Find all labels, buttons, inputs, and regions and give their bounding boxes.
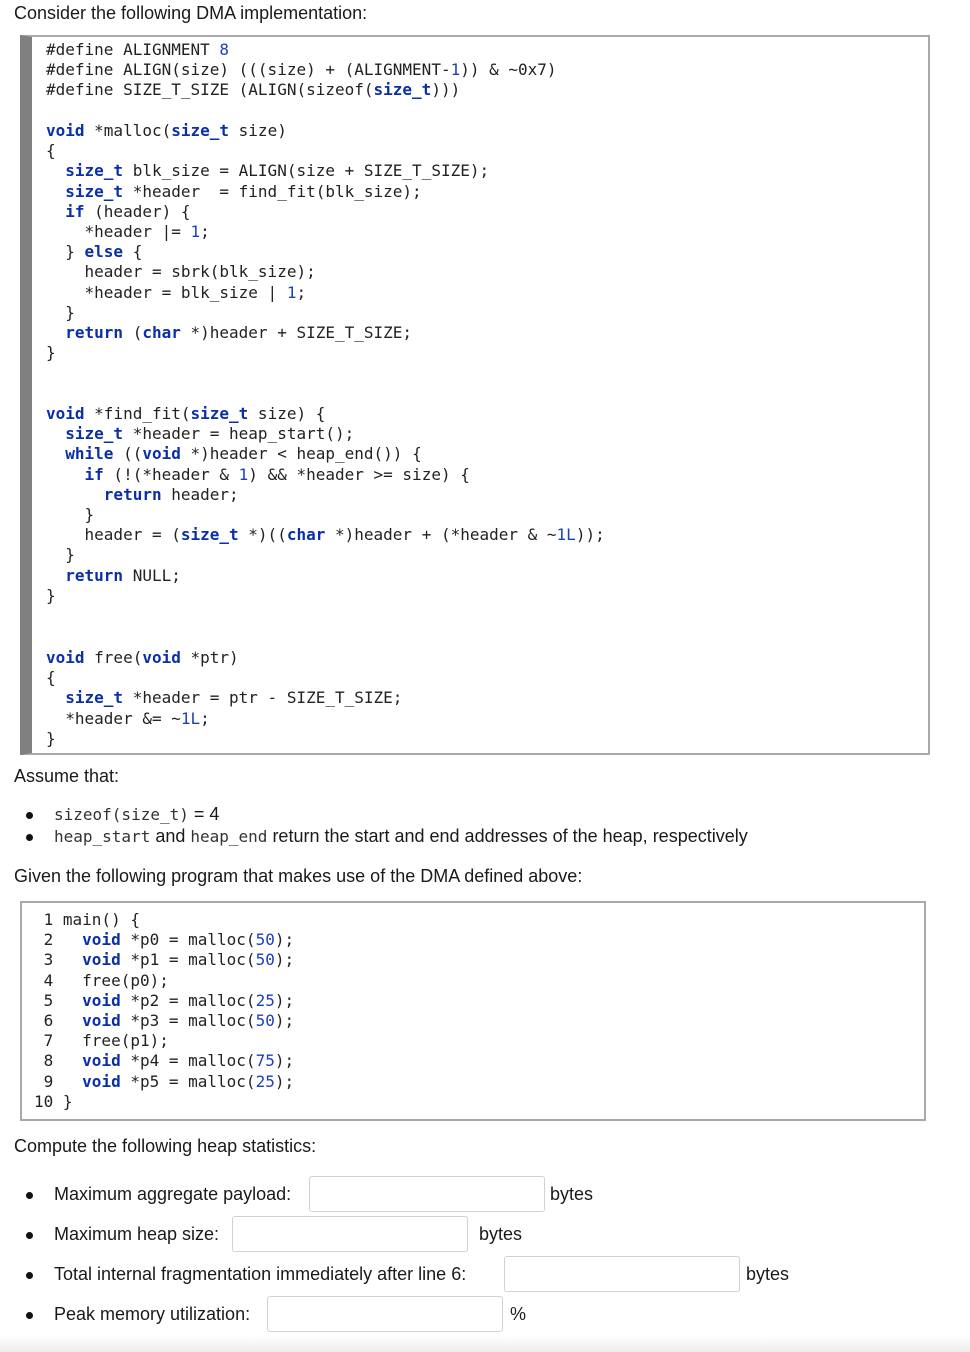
question-label: Maximum heap size: [54,1224,220,1244]
unit-label: bytes [479,1224,523,1244]
assume-text: and [150,826,191,846]
bullet-dot [26,1192,33,1199]
code-malloc: void *malloc(size_t size) { size_t blk_size = ALIGN(size + SIZE_T_SIZE); size_t *header = find_fit(blk_size); if (header) { *header |= 1; } else { header = sbrk(blk_size); *header = blk_size | 1; } return (char *)header + SIZE_T_SIZE; } [46,121,490,363]
payload-input[interactable] [309,1176,545,1212]
code-free: void free(void *ptr) { size_t *header = ptr - SIZE_T_SIZE; *header &= ~1L; } [46,648,403,748]
assume-item-heap [54,826,748,847]
unit-label: % [510,1304,527,1324]
unit-label: bytes [550,1184,594,1204]
dma-code-box [20,35,930,755]
question-label: Maximum aggregate payload: [54,1184,292,1204]
question-label: Peak memory utilization: [54,1304,251,1324]
fragmentation-input[interactable] [504,1256,740,1292]
inline-code: heap_end [190,827,268,846]
program-code: 1 main() { 2 void *p0 = malloc(50); 3 void *p1 = malloc(50); 4 free(p0); 5 void *p2 = malloc(25); 6 void *p3 = malloc(50); 7 free(p1); 8 void *p4 = malloc(75); 9 void *p5 = malloc(25); 10 } [34,910,295,1111]
intro-text: Consider the following DMA implementation: [14,3,368,23]
assume-item-sizeof [54,804,219,825]
assume-heading: Assume that: [14,766,120,786]
bullet-dot [26,1312,33,1319]
unit-label: bytes [746,1264,790,1284]
code-find-fit: void *find_fit(size_t size) { size_t *header = heap_start(); while ((void *)header < heap_end()) { if (!(*header & 1) && *header >= size) { return header; } header = (size_t *)((char *)header + (*header & ~1L)); } return NULL; } [46,404,605,605]
bullet-dot [26,1272,33,1279]
inline-code: heap_start [54,827,151,846]
bullet-dot [26,812,33,819]
page-bottom-shade [0,1336,970,1352]
assume-text: = 4 [188,804,220,824]
program-intro: Given the following program that makes use of the DMA defined above: [14,866,583,886]
bullet-dot [26,834,33,841]
program-code-box [20,901,926,1121]
compute-heading: Compute the following heap statistics: [14,1136,317,1156]
assume-text: return the start and end addresses of the heap, respectively [267,826,748,846]
utilization-input[interactable] [267,1296,503,1332]
inline-code: sizeof(size_t) [54,805,189,824]
question-label: Total internal fragmentation immediately after line 6: [54,1264,467,1284]
bullet-dot [26,1232,33,1239]
code-defines: #define ALIGNMENT 8 #define ALIGN(size) (((size) + (ALIGNMENT-1)) & ~0x7) #define SIZE_T_SIZE (ALIGN(sizeof(size_t))) [46,40,557,100]
heap-size-input[interactable] [232,1216,468,1252]
